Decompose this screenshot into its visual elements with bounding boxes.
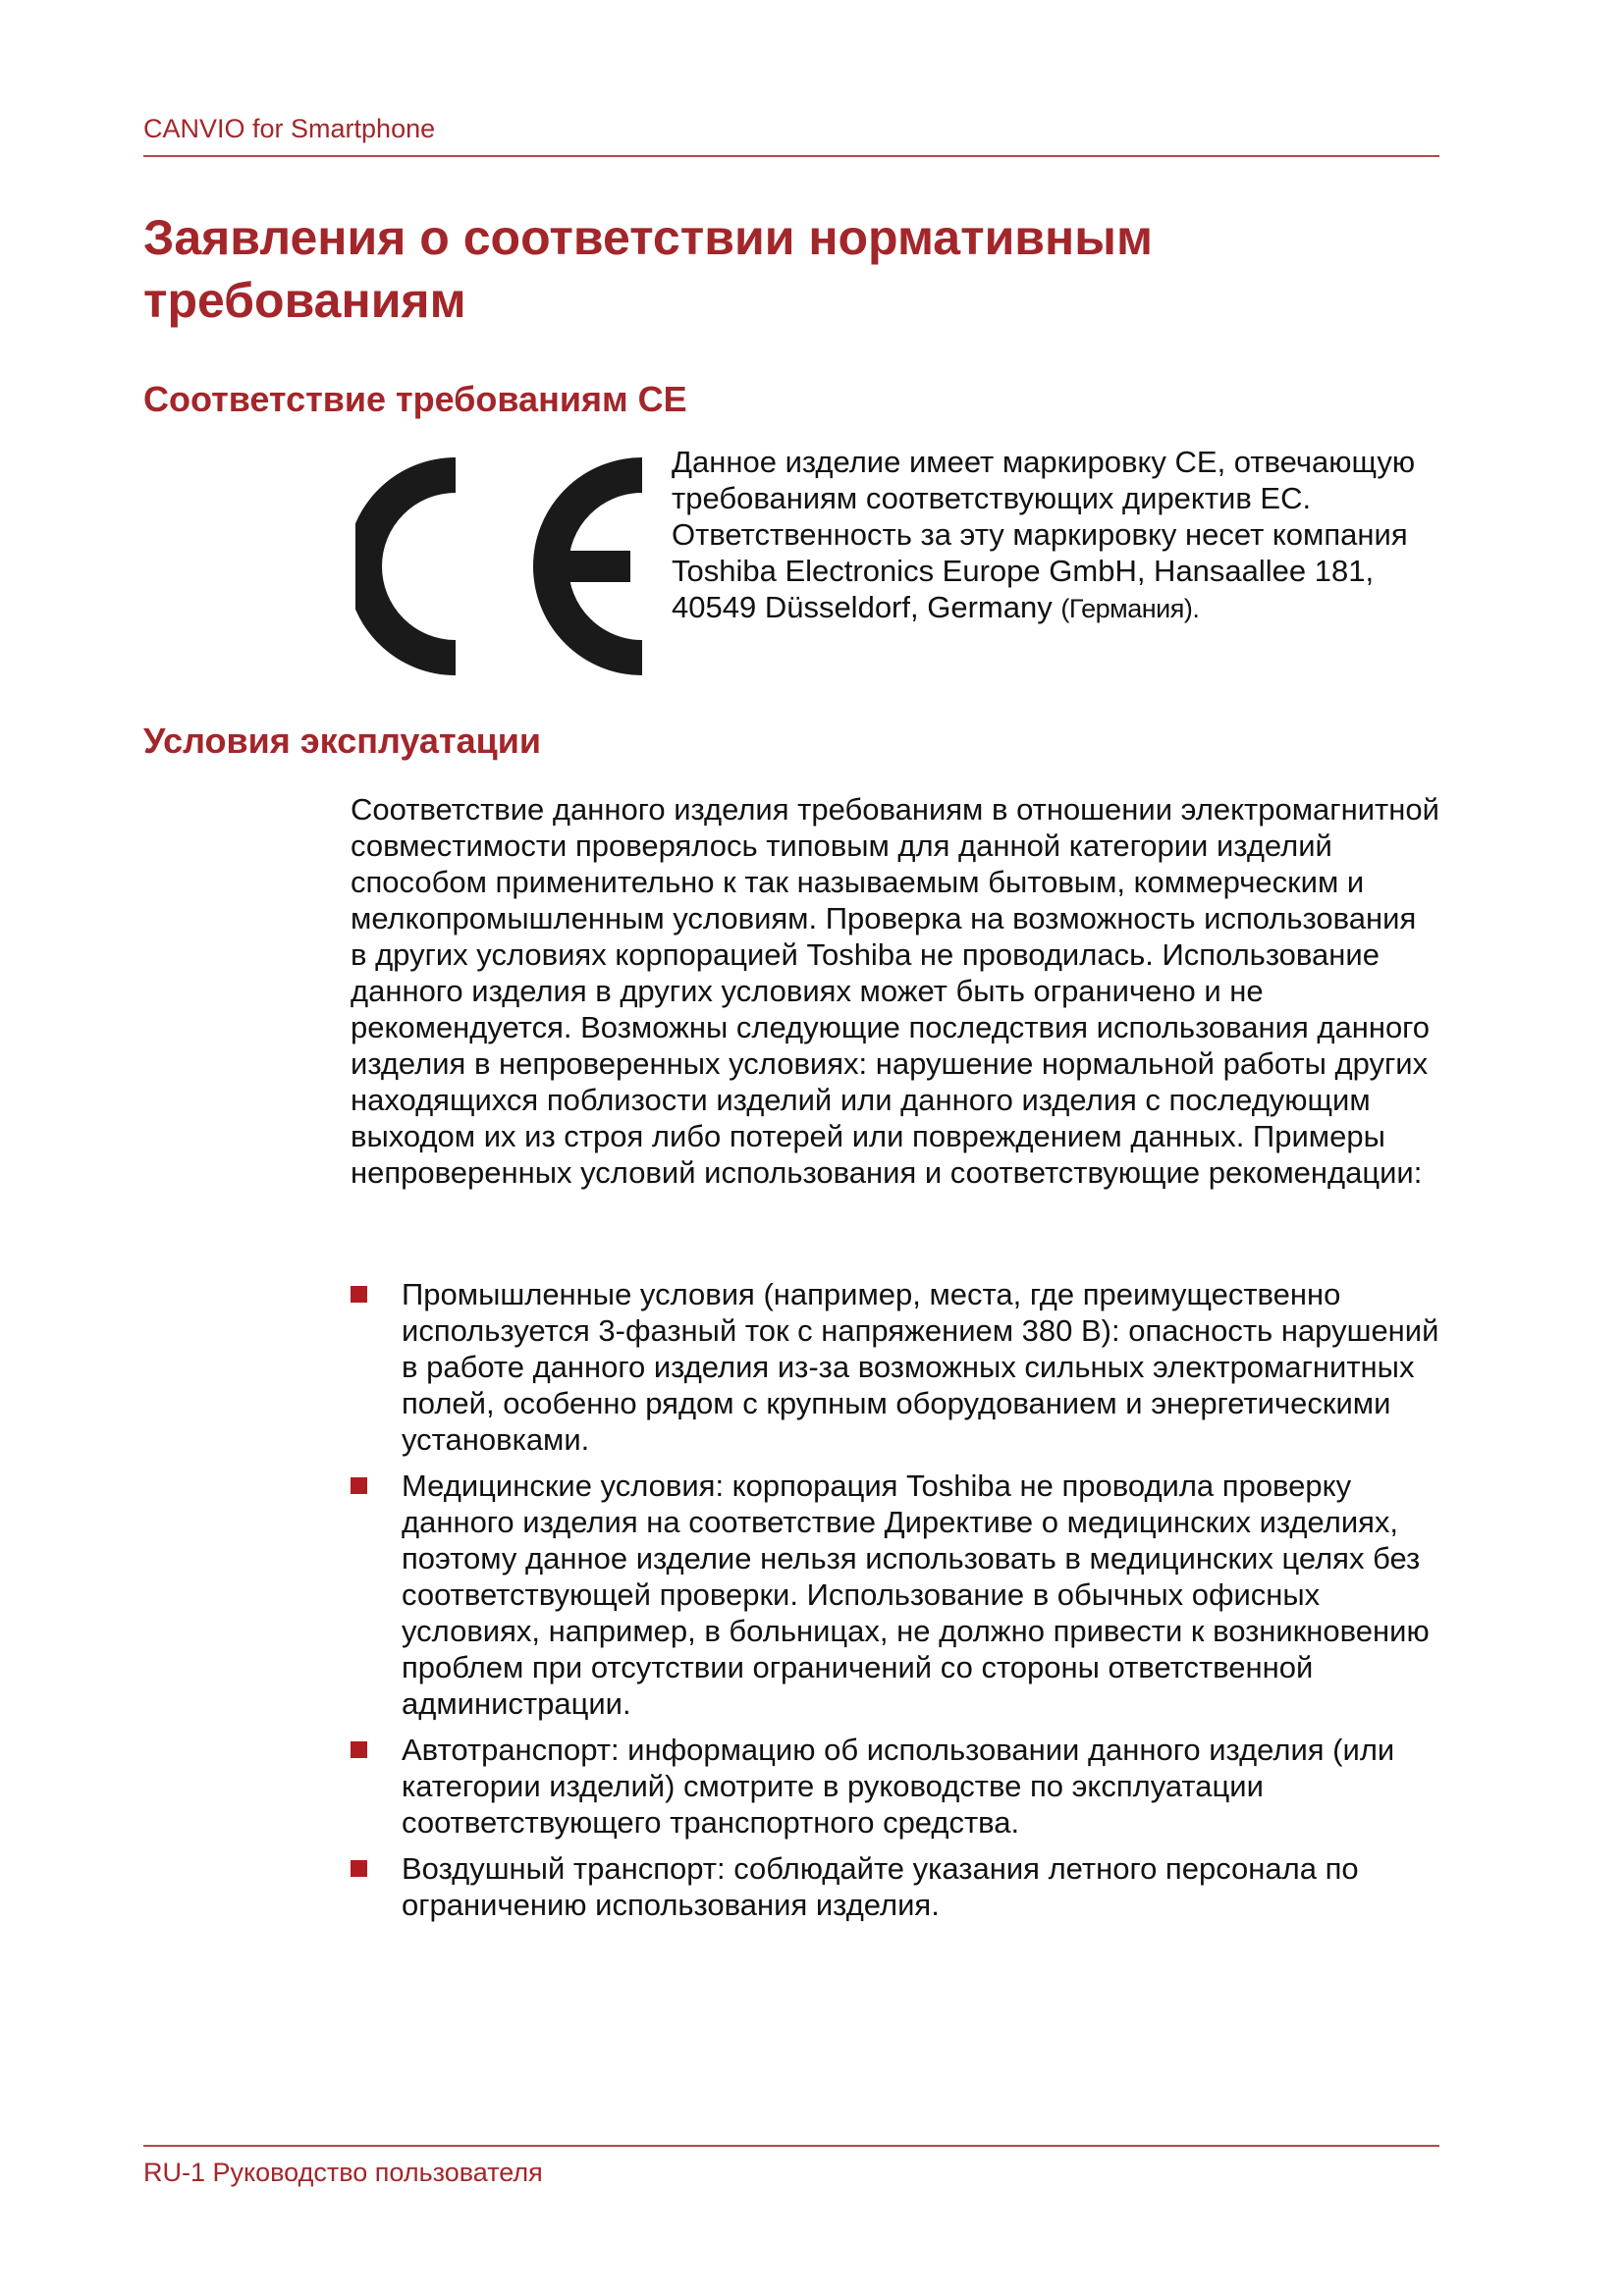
ce-description-tail: (Германия). — [1060, 594, 1200, 623]
page-title: Заявления о соответствии нормативным требованиям — [143, 210, 1153, 328]
header-divider — [143, 155, 1439, 157]
bullet-square-icon — [351, 1860, 367, 1877]
bullet-text: Автотранспорт: информацию об использовании данного изделия (или категории изделий) смотрите в руководстве по эксплуатации соответствующего транспортного средства. — [402, 1733, 1395, 1840]
ce-description-main: Данное изделие имеет маркировку CE, отвечающую требованиям соответствующих директив ЕС. Ответственность за эту маркировку несет компания Toshiba Electronics Europe GmbH, Hansaallee 181, 40549 Düsseldorf, Germany — [672, 445, 1416, 624]
list-item — [351, 1850, 1450, 1923]
footer-page-label: RU-1 Руководство пользователя — [143, 2158, 543, 2187]
bullet-square-icon — [351, 1477, 367, 1494]
footer-divider — [143, 2145, 1439, 2147]
bullet-text: Воздушный транспорт: соблюдайте указания летного персонала по ограничению использования изделия. — [402, 1851, 1359, 1922]
ce-mark-logo — [355, 457, 654, 675]
ce-description — [672, 444, 1447, 627]
conditions-paragraph: Соответствие данного изделия требованиям в отношении электромагнитной совместимости проверялось типовым для данной категории изделий способом применительно к так называемым бытовым, коммерческим и мелкопромышленным условиям. Проверка на возможность использования в других условиях корпорацией Toshiba не проводилась. Использование данного изделия в других условиях может быть ограничено и не рекомендуется. Возможны следующие последствия использования данного изделия в непроверенных условиях: нарушение нормальной работы других находящихся поблизости изделий или данного изделия с последующим выходом их из строя либо потерей или повреждением данных. Примеры непроверенных условий использования и соответствующие рекомендации: — [351, 792, 1439, 1190]
list-item — [351, 1468, 1450, 1722]
conditions-bullet-list — [351, 1276, 1450, 1933]
bullet-square-icon — [351, 1286, 367, 1303]
bullet-text: Промышленные условия (например, места, где преимущественно используется 3-фазный ток с напряжением 380 В): опасность нарушений в работе данного изделия из-за возможных сильных электромагнитных полей, особенно рядом с крупным оборудованием и энергетическими установками. — [402, 1277, 1439, 1457]
ce-section-heading: Соответствие требованиям CE — [143, 379, 687, 419]
conditions-section-heading: Условия эксплуатации — [143, 721, 541, 761]
list-item — [351, 1276, 1450, 1458]
bullet-square-icon — [351, 1741, 367, 1758]
bullet-text: Медицинские условия: корпорация Toshiba не проводила проверку данного изделия на соответствие Директиве о медицинских изделиях, поэтому данное изделие нельзя использовать в медицинских целях без соответствующей проверки. Использование в обычных офисных условиях, например, в больницах, не должно привести к возникновению проблем при отсутствии ограничений со стороны ответственной администрации. — [402, 1468, 1430, 1721]
header-title: CANVIO for Smartphone — [143, 114, 436, 143]
list-item — [351, 1732, 1450, 1841]
